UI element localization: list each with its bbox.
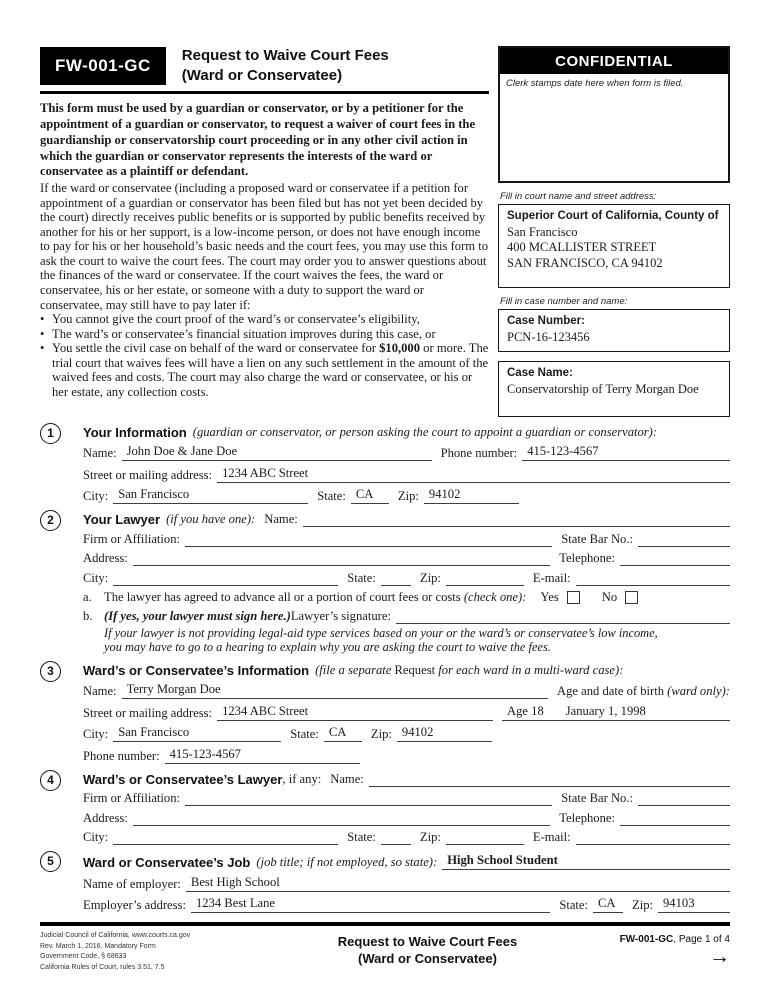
footer-legal-line: Judicial Council of California, www.courts.ca.gov [40,932,191,940]
bullet-text-post: or more. The trial court that waives fees will have a lien on any such settlement in the amount of the waived fees and costs. The court may also charge the ward or conservatee, or his or her estate, any collection costs. [52,341,489,400]
bullet-text-pre: You settle the civil case on behalf of the ward or conservatee for [52,341,380,356]
ward-phone-field[interactable]: 415-123-4567 [165,747,360,764]
telephone-label: Telephone: [559,810,615,825]
email-label: E-mail: [532,830,571,845]
bar-number-label: State Bar No.: [561,791,633,806]
footer-legal-line: California Rules of Court, rules 3.51, 7.5 [40,963,165,971]
form-title [182,46,389,85]
zip-field[interactable] [446,572,524,586]
clerk-stamp-area: Clerk stamps date here when form is filed. [506,78,684,89]
city-label: City: [83,570,109,585]
phone-label: Phone number: [83,748,160,763]
zip-label: Zip: [419,830,441,845]
court-street-value[interactable]: 400 MCALLISTER STREET [507,240,657,255]
section-title-suffix: , if any: [282,771,322,786]
address-field[interactable] [133,812,550,826]
ward-zip-field[interactable]: 94102 [397,725,492,742]
employer-state-field[interactable]: CA [593,896,623,913]
intro-bold-paragraph: This form must be used by a guardian or conservator, or by a petitioner for the appointment of a guardian or conservator, to request a waiver of court fees in the guardianship or conservatorship court proceeding or in any other civil action in which the guardian or conservator represents the interests of the ward or conservatee as a plaintiff or defendant. [40,101,476,179]
footer-legal-info [40,931,285,973]
age-dob-label: Age and date of birth (ward only): [556,684,730,699]
footer-divider [40,922,730,926]
firm-label: Firm or Affiliation: [83,531,181,546]
lawyer-name-field[interactable] [303,513,730,527]
city-field[interactable] [113,831,338,845]
zip-label: Zip: [419,570,441,585]
list-item [40,341,489,399]
zip-label: Zip: [397,489,419,504]
age-dob-field[interactable] [502,704,730,721]
section-title-note: (job title; if not employed, so state): [256,855,438,870]
bar-number-label: State Bar No.: [561,531,633,546]
bullet-text-amount: $10,000 [379,341,421,356]
address-label: Address: [83,810,128,825]
telephone-label: Telephone: [559,551,615,566]
yes-checkbox[interactable] [567,591,580,604]
ward-city-field[interactable]: San Francisco [113,725,281,742]
case-name-value[interactable]: Conservatorship of Terry Morgan Doe [507,381,699,396]
bullet-text: You cannot give the court proof of the ward’s or conservatee’s eligibility, [52,312,420,327]
employer-zip-field[interactable]: 94103 [658,896,730,913]
city-label: City: [83,489,109,504]
section-number-badge: 1 [40,423,61,444]
section-number-badge: 5 [40,851,61,872]
street-label: Street or mailing address: [83,705,213,720]
city-field[interactable] [113,572,338,586]
street-label: Street or mailing address: [83,467,213,482]
age-value[interactable]: 18 [531,703,544,718]
bullet-text [52,341,489,399]
city-field[interactable]: San Francisco [113,487,308,504]
list-item [40,312,489,327]
bullet-text: The ward’s or conservatee’s financial situation improves during this case, or [52,326,436,341]
employer-name-field[interactable]: Best High School [186,875,730,892]
state-field[interactable]: CA [351,487,389,504]
firm-field[interactable] [185,792,552,806]
bullet-icon: • [40,326,45,341]
state-label: State: [317,489,346,504]
section-title: Your Information [83,424,187,440]
legal-aid-note-line2: you may have to go to a hearing to explain why you are asking the court to waive the fees. [104,640,551,655]
state-label: State: [559,898,588,913]
bar-number-field[interactable] [638,792,730,806]
employer-address-label: Employer’s address: [83,898,186,913]
intro-body-paragraph: If the ward or conservatee (including a proposed ward or conservatee if a petition for appointment of a guardian or conservator has been filed but has not yet been decided by the court) directly receives public benefits or is supported by public benefits received by another for his or her support, is a low-income person, or does not have enough income to pay for his or her household’s basic needs and the court fees, you may use this form to ask the court to waive the court fees. The court may order you to answer questions about the finances of the ward or conservatee. If the court waives the fees, the ward or conservatee, his or her estate, or someone with a duty to support the ward or conservatee, may still have to pay later if: [40,181,489,312]
section-your-lawyer [40,512,730,655]
section-title: Ward’s or Conservatee’s Information [83,662,310,678]
footer-title-line1: Request to Waive Court Fees [337,934,518,950]
state-label: State: [347,570,376,585]
ward-state-field[interactable]: CA [324,725,362,742]
section-number-badge: 3 [40,661,61,682]
no-checkbox[interactable] [625,591,638,604]
footer-form-number: FW-001-GC [619,934,674,946]
legal-aid-note [104,626,730,655]
telephone-field[interactable] [620,552,730,566]
court-address-box [498,204,730,288]
header-divider [40,91,489,94]
court-name-label: Superior Court of California, County of [507,210,719,222]
page-footer [40,931,730,973]
employer-name-label: Name of employer: [83,876,181,891]
form-number-badge: FW-001-GC [40,47,166,85]
lawyer-name-label: Name: [330,771,364,786]
phone-label: Phone number: [440,446,518,461]
section-title-note: (file a separate Request for each ward in a multi-ward case): [315,662,624,677]
next-page-arrow-icon: → [709,945,730,969]
clerk-stamp-box [498,46,730,183]
address-label: Address: [83,551,128,566]
if-yes-note: (If yes, your lawyer must sign here.) [104,608,291,623]
confidential-banner: CONFIDENTIAL [500,48,728,74]
job-title-field[interactable]: High School Student [442,853,730,870]
bullet-icon: • [40,312,45,327]
lawyer-name-label: Name: [264,512,298,527]
footer-page-number: , Page 1 of 4 [673,934,730,946]
phone-field[interactable]: 415-123-4567 [522,444,730,461]
age-label: Age [507,703,528,718]
lawyer-signature-label: Lawyer’s signature: [290,608,391,623]
footer-legal-line: Rev. March 1, 2016, Mandatory Form [40,942,156,950]
footer-form-title [285,931,570,973]
item-b-id: b. [83,608,93,623]
check-one-note: (check one): [463,589,527,604]
section-ward-job [40,853,730,913]
section-title: Ward’s or Conservatee’s Lawyer [83,771,283,787]
employer-address-field[interactable]: 1234 Best Lane [191,896,550,913]
state-field[interactable] [381,572,411,586]
court-county-value[interactable]: San Francisco [507,224,578,239]
section-title: Ward or Conservatee’s Job [83,855,251,871]
lawyer-signature-field[interactable] [396,610,730,624]
bar-number-field[interactable] [638,533,730,547]
yes-label: Yes [540,589,559,604]
footer-page-info [570,931,730,973]
zip-label: Zip: [632,898,653,913]
telephone-field[interactable] [620,812,730,826]
form-title-line2: (Ward or Conservatee) [181,66,343,84]
dob-value[interactable]: January 1, 1998 [565,703,646,718]
name-label: Name: [83,446,117,461]
street-field[interactable]: 1234 ABC Street [217,466,730,483]
footer-legal-line: Government Code, § 68633 [40,953,127,961]
court-fill-note: Fill in court name and street address: [500,191,657,202]
item-a-id: a. [83,589,92,604]
zip-label: Zip: [370,727,392,742]
bullet-icon: • [40,341,45,356]
case-number-label: Case Number: [507,315,585,328]
case-number-value[interactable]: PCN-16-123456 [507,330,590,345]
ward-name-field[interactable]: Terry Morgan Doe [122,682,548,699]
case-fill-note: Fill in case number and name: [500,296,628,308]
list-item [40,327,489,342]
state-label: State: [347,830,376,845]
name-label: Name: [83,684,117,699]
email-label: E-mail: [532,570,571,585]
section-ward-information [40,663,730,764]
section-title-note: (if you have one): [166,512,256,527]
ward-street-field[interactable]: 1234 ABC Street [217,704,493,721]
firm-field[interactable] [185,533,552,547]
case-number-box [498,309,730,351]
case-name-label: Case Name: [507,366,573,379]
name-field[interactable]: John Doe & Jane Doe [122,444,432,461]
court-city-value[interactable]: SAN FRANCISCO, CA 94102 [507,255,663,270]
zip-field[interactable]: 94102 [424,487,519,504]
city-label: City: [83,727,109,742]
no-label: No [601,589,618,604]
ward-lawyer-name-field[interactable] [369,773,730,787]
case-name-box [498,361,730,417]
email-field[interactable] [576,572,730,586]
state-field[interactable] [381,831,411,845]
legal-aid-note-line1: If your lawyer is not providing legal-aid type services based on your or the ward’s or conservatee’s low income, [104,625,658,640]
section-title: Your Lawyer [83,512,161,528]
firm-label: Firm or Affiliation: [83,791,181,806]
section-number-badge: 2 [40,510,61,531]
section-your-information [40,425,730,505]
email-field[interactable] [576,831,730,845]
footer-title-line2: (Ward or Conservatee) [358,951,497,967]
city-label: City: [83,830,109,845]
zip-field[interactable] [446,831,524,845]
form-title-line1: Request to Waive Court Fees [181,47,389,64]
section-title-note: (guardian or conservator, or person asking the court to appoint a guardian or conservator): [192,424,658,439]
section-number-badge: 4 [40,770,61,791]
state-label: State: [290,727,319,742]
advance-fees-text: The lawyer has agreed to advance all or a portion of court fees or costs (check one): [104,589,527,604]
address-field[interactable] [133,552,550,566]
intro-bullet-list [40,312,489,400]
section-ward-lawyer [40,772,730,846]
